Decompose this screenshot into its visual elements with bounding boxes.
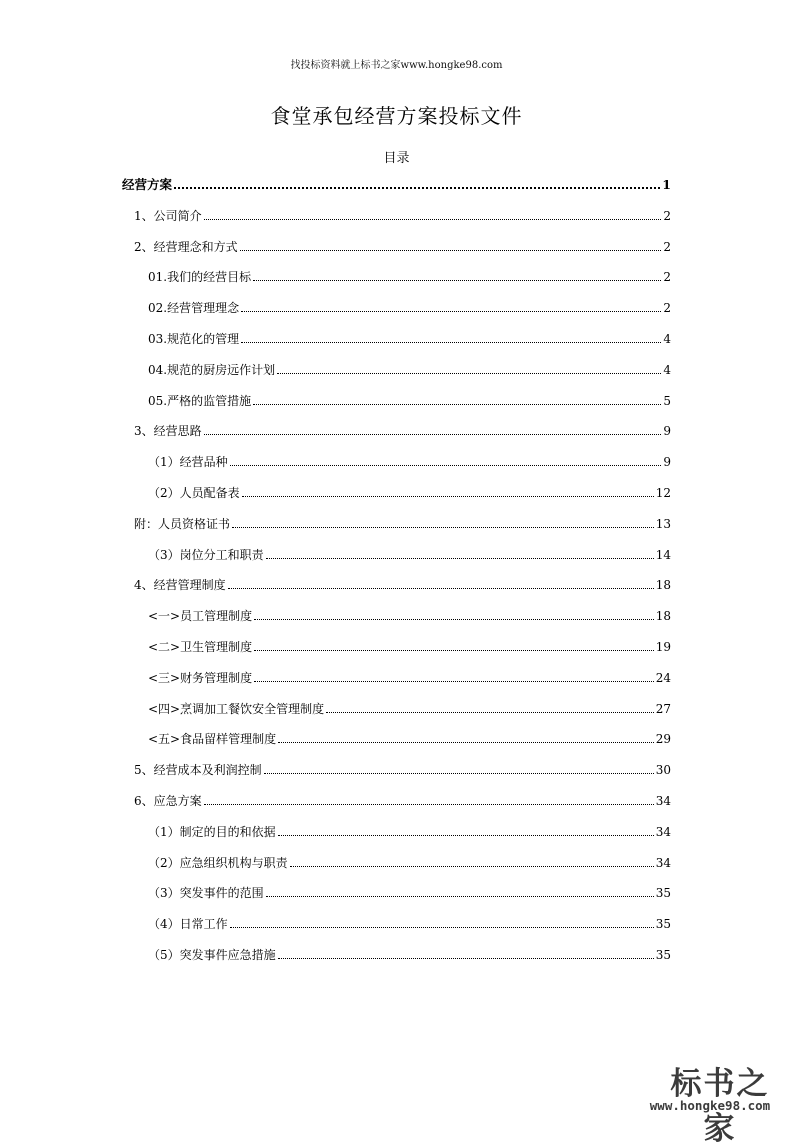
toc-entry[interactable] bbox=[148, 482, 671, 500]
toc-entry[interactable] bbox=[148, 266, 671, 284]
toc-entry-label: （2）人员配备表 bbox=[148, 486, 240, 500]
toc-dot-leader bbox=[277, 373, 661, 374]
toc-entry-label: 4、经营管理制度 bbox=[134, 578, 226, 593]
toc-entry-label: 2、经营理念和方式 bbox=[134, 239, 238, 254]
toc-entry[interactable] bbox=[134, 236, 671, 254]
toc-entry-page-number: 34 bbox=[655, 824, 671, 839]
toc-entry-page-number: 34 bbox=[655, 794, 671, 808]
toc-dot-leader bbox=[242, 496, 654, 497]
toc-entry-label: 05.严格的监管措施 bbox=[148, 393, 252, 408]
toc-dot-leader bbox=[254, 650, 654, 651]
toc-entry-label: （3）突发事件的范围 bbox=[148, 886, 264, 901]
toc-entry-page-number: 35 bbox=[655, 948, 671, 962]
toc-entry[interactable] bbox=[148, 728, 671, 746]
toc-entry[interactable] bbox=[134, 205, 671, 223]
toc-entry-page-number: 34 bbox=[655, 855, 671, 870]
toc-entry-label: （5）突发事件应急措施 bbox=[148, 948, 276, 962]
toc-entry[interactable] bbox=[134, 790, 671, 808]
toc-dot-leader bbox=[278, 835, 654, 836]
toc-entry[interactable] bbox=[148, 698, 671, 716]
toc-dot-leader bbox=[266, 896, 654, 897]
toc-entry[interactable] bbox=[134, 574, 671, 592]
toc-entry-label: <四>烹调加工餐饮安全管理制度 bbox=[148, 701, 325, 716]
toc-entry-page-number: 29 bbox=[655, 732, 671, 747]
toc-dot-leader bbox=[204, 219, 662, 220]
toc-entry[interactable] bbox=[148, 821, 671, 839]
toc-dot-leader bbox=[232, 527, 654, 528]
toc-heading: 目录 bbox=[383, 151, 410, 166]
toc-entry-label: 经营方案 bbox=[122, 177, 173, 192]
toc-entry-page-number: 2 bbox=[663, 208, 671, 223]
toc-entry[interactable] bbox=[148, 636, 671, 654]
toc-entry-label: <三>财务管理制度 bbox=[148, 670, 253, 685]
toc-entry-page-number: 30 bbox=[655, 763, 671, 778]
toc-entry-label: 附：人员资格证书 bbox=[134, 516, 231, 531]
toc-dot-leader bbox=[174, 187, 660, 189]
toc-dot-leader bbox=[266, 558, 654, 559]
toc-entry[interactable] bbox=[148, 882, 671, 900]
toc-entry[interactable] bbox=[134, 513, 671, 531]
toc-dot-leader bbox=[230, 465, 662, 466]
toc-entry-label: <一>员工管理制度 bbox=[148, 609, 253, 624]
toc-dot-leader bbox=[254, 619, 654, 620]
toc-entry-page-number: 35 bbox=[655, 917, 671, 932]
toc-entry-page-number: 24 bbox=[655, 670, 671, 685]
toc-entry-label: （2）应急组织机构与职责 bbox=[148, 855, 288, 870]
toc-entry-page-number: 4 bbox=[663, 362, 671, 377]
toc-entry-label: 01.我们的经营目标 bbox=[148, 270, 252, 285]
document-title: 食堂承包经营方案投标文件 bbox=[270, 104, 523, 128]
toc-entry-label: （4）日常工作 bbox=[148, 917, 228, 932]
toc-entry[interactable] bbox=[148, 605, 671, 623]
toc-entry[interactable] bbox=[148, 390, 671, 408]
toc-entry[interactable] bbox=[134, 759, 671, 777]
toc-entry[interactable] bbox=[148, 913, 671, 931]
toc-entry-label: 04.规范的厨房远作计划 bbox=[148, 362, 276, 377]
toc-entry-page-number: 9 bbox=[663, 455, 671, 470]
toc-entry-page-number: 2 bbox=[663, 239, 671, 254]
toc-entry-page-number: 18 bbox=[655, 609, 671, 624]
toc-dot-leader bbox=[254, 681, 654, 682]
toc-dot-leader bbox=[228, 588, 654, 589]
toc-dot-leader bbox=[278, 742, 654, 743]
toc-entry-page-number: 9 bbox=[663, 424, 671, 439]
toc-entry-label: 03.规范化的管理 bbox=[148, 332, 240, 346]
toc-entry-page-number: 1 bbox=[662, 177, 671, 192]
toc-entry-label: 3、经营思路 bbox=[134, 424, 202, 439]
toc-entry-page-number: 12 bbox=[655, 486, 671, 500]
toc-entry-page-number: 35 bbox=[655, 886, 671, 901]
toc-entry-page-number: 2 bbox=[663, 301, 671, 316]
toc-entry-label: 1、公司简介 bbox=[134, 208, 202, 223]
toc-entry[interactable] bbox=[148, 297, 671, 315]
toc-dot-leader bbox=[264, 773, 654, 774]
toc-entry-page-number: 27 bbox=[655, 701, 671, 716]
toc-entry-label: （1）制定的目的和依据 bbox=[148, 824, 276, 839]
toc-entry-label: 6、应急方案 bbox=[134, 794, 202, 808]
toc-entry[interactable] bbox=[148, 944, 671, 962]
toc-dot-leader bbox=[241, 311, 661, 312]
header-note: 找投标资料就上标书之家www.hongke98.com bbox=[290, 60, 503, 71]
toc-entry-page-number: 5 bbox=[663, 393, 671, 408]
toc-entry[interactable] bbox=[148, 852, 671, 870]
toc-entry[interactable] bbox=[122, 174, 671, 192]
toc-entry-label: （3）岗位分工和职责 bbox=[148, 547, 264, 562]
logo-brand-text: 标书之家 bbox=[670, 1066, 770, 1147]
logo-url-text: www.hongke98.com bbox=[649, 1098, 771, 1113]
brand-logo bbox=[630, 1058, 790, 1147]
toc-entry-page-number: 18 bbox=[655, 578, 671, 593]
toc-entry[interactable] bbox=[148, 359, 671, 377]
toc-dot-leader bbox=[278, 958, 654, 959]
toc-entry[interactable] bbox=[134, 420, 671, 438]
toc-dot-leader bbox=[326, 712, 654, 713]
toc-dot-leader bbox=[253, 280, 661, 281]
toc-entry-label: 02.经营管理理念 bbox=[148, 301, 240, 316]
toc-dot-leader bbox=[241, 342, 661, 343]
toc-entry-label: <二>卫生管理制度 bbox=[148, 640, 253, 654]
toc-entry-page-number: 19 bbox=[655, 640, 671, 654]
toc-entry-page-number: 4 bbox=[663, 332, 671, 346]
toc-entry-page-number: 2 bbox=[663, 270, 671, 285]
toc-entry[interactable] bbox=[148, 451, 671, 469]
toc-entry-label: 5、经营成本及利润控制 bbox=[134, 763, 262, 778]
toc-entry[interactable] bbox=[148, 544, 671, 562]
toc-entry[interactable] bbox=[148, 328, 671, 346]
toc-entry-page-number: 13 bbox=[655, 516, 671, 531]
toc-dot-leader bbox=[253, 404, 661, 405]
toc-dot-leader bbox=[204, 804, 654, 805]
toc-entry-label: （1）经营品种 bbox=[148, 455, 228, 470]
toc-dot-leader bbox=[240, 250, 662, 251]
toc-entry[interactable] bbox=[148, 667, 671, 685]
toc-entry-label: <五>食品留样管理制度 bbox=[148, 732, 277, 747]
toc-entry-page-number: 14 bbox=[655, 547, 671, 562]
toc-dot-leader bbox=[204, 434, 662, 435]
toc-dot-leader bbox=[230, 927, 654, 928]
toc-dot-leader bbox=[290, 866, 654, 867]
